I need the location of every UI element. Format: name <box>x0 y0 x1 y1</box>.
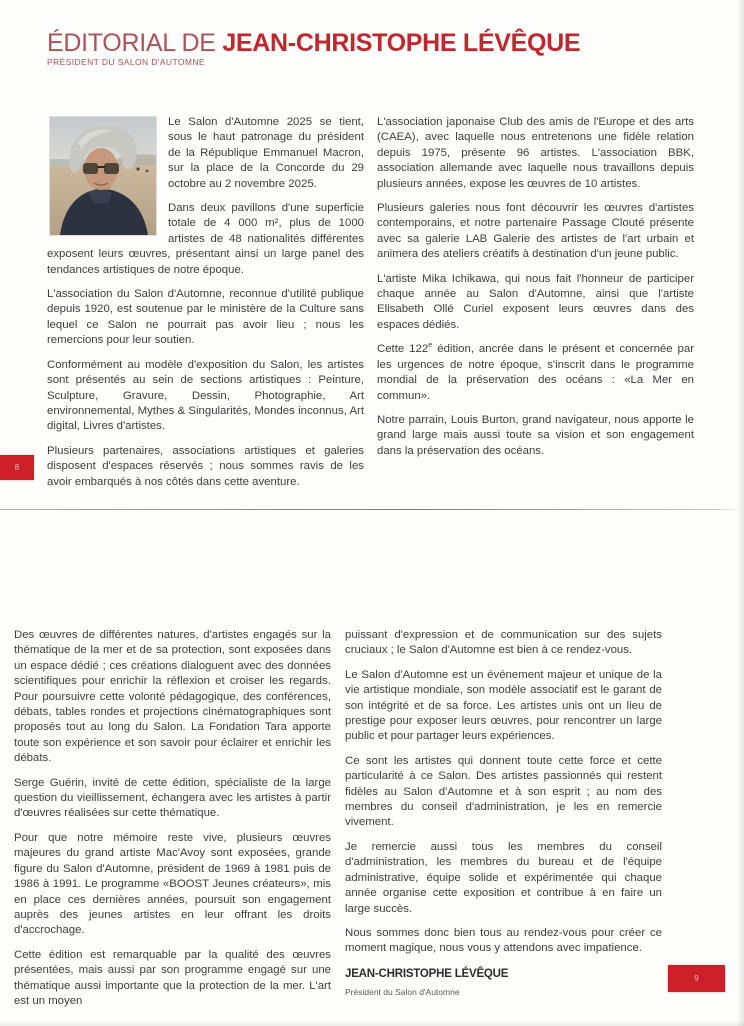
scan-edge-right <box>737 0 744 1026</box>
paragraph: Pour que notre mémoire reste vive, plusieurs œuvres majeures du grand artiste Mac'Avoy sont exposées, grande figure du Salon d'Automne, président de 1969 à 1981 puis de 1986 à 1991. Le programme «BOOST Jeunes créateurs», mis en place ces dernières années, poursuit son engagement auprès des jeunes artistes en leur offrant les droits d'accrochage. <box>14 831 331 937</box>
paragraph: puissant d'expression et de communication sur des sujets cruciaux ; le Salon d'Automne est bien à ce rendez-vous. <box>345 629 662 657</box>
signature-role: Président du Salon d'Automne <box>345 987 460 998</box>
title-author-name: JEAN-CHRISTOPHE LÉVÊQUE <box>222 29 581 57</box>
signature-block <box>345 967 662 1001</box>
column-bottom-left <box>14 628 331 1018</box>
paragraph: Cette édition est remarquable par la qualité des œuvres présentées, mais aussi par son programme engagé sur une thématique aussi importante que la protection de la mer. L'art est un moyen <box>14 948 331 1007</box>
paragraph: Des œuvres de différentes natures, d'artistes engagés sur la thématique de la mer et de sa protection, sont exposées dans un espace dédié ; ces créations dialoguent avec des données scientifiques pour enrichir la réflexion et croiser les regards. Pour poursuivre cette volonté pédagogique, des conférences, débats, tables rondes et projections cinématographiques sont proposés tout au long du Salon. La Fondation Tara apporte toute son expérience et son savoir pour éclairer et enrichir les débats. <box>14 629 331 765</box>
paragraph <box>377 342 694 404</box>
paragraph: Serge Guérin, invité de cette édition, spécialiste de la large question du vieillissement, échangera avec les artistes à partir d'œuvres réalisées sur cette thématique. <box>14 776 331 820</box>
edition-ordinal: e <box>428 340 433 350</box>
edition-text-post: édition, ancrée dans le présent et concernée par les urgences de notre époque, s'inscrit dans le programme mondial de la préservation des océans : «La Mer en commun». <box>377 343 694 402</box>
paragraph: L'artiste Mika Ichikawa, qui nous fait l'honneur de participer chaque année au Salon d'Automne, ainsi que l'artiste Elisabeth Ollé Curiel exposent leurs œuvres dans des espaces dédiés. <box>377 272 694 331</box>
paragraph: Le Salon d'Automne 2025 se tient, sous le haut patronage du président de la République Emmanuel Macron, sur la place de la Concorde du 29 octobre au 2 novembre 2025. <box>168 116 364 190</box>
edition-text-pre: Cette 122 <box>377 343 429 356</box>
page-number: 9 <box>694 974 699 983</box>
signature-name: JEAN-CHRISTOPHE LÉVÊQUE <box>345 967 509 980</box>
scan-seam-divider <box>0 509 744 510</box>
scan-edge-bottom <box>0 1021 744 1026</box>
paragraph: Plusieurs galeries nous font découvrir les œuvres d'artistes contemporains, et notre partenaire Passage Clouté présente avec sa galerie LAB Galerie des artistes de l'art urbain et animera des ateliers créatifs à destination d'un jeune public. <box>377 202 694 261</box>
page-number-tab-right <box>668 965 725 992</box>
header <box>47 30 580 67</box>
paragraph: Le Salon d'Automne est un événement majeur et unique de la vie artistique mondiale, son modèle associatif est le garant de son intégrité et de sa force. Les artistes unis ont un lieu de prestige pour exposer leurs œuvres, pour rencontrer un large public et pour partager leurs expériences. <box>345 668 662 743</box>
page-number: 8 <box>14 463 20 472</box>
paragraph: L'association du Salon d'Automne, reconnue d'utilité publique depuis 1920, est soutenue par le ministère de la Culture sans lequel ce Salon ne pourrait pas avoir lieu ; nous les remercions pour leur soutien. <box>47 288 364 347</box>
column-bottom-right <box>345 628 662 1001</box>
paragraph: Dans deux pavillons d'une superficie totale de 4 000 m², plus de 1000 artistes de 48 nationalités différentes exposent leurs œuvres, présentant ainsi un large panel des tendances artistiques de notre époque. <box>47 202 364 276</box>
paragraph: Notre parrain, Louis Burton, grand navigateur, nous apporte le grand large mais aussi toute sa vision et son engagement dans la préservation des océans. <box>377 413 694 457</box>
page-subtitle: PRÉSIDENT DU SALON D'AUTOMNE <box>47 57 205 67</box>
column-top-right <box>377 115 694 468</box>
paragraph: Plusieurs partenaires, associations artistiques et galeries disposent d'espaces réservés ; nous sommes ravis de les avoir embarqués à nos côtés dans cette aventure. <box>47 444 364 488</box>
beach-portrait-illustration <box>50 117 156 235</box>
paragraph: L'association japonaise Club des amis de l'Europe et des arts (CAEA), avec laquelle nous entretenons une fidèle relation depuis 1975, présente 96 artistes. L'association BBK, association allemande avec laquelle nous travaillons depuis plusieurs années, expose les œuvres de 10 artistes. <box>377 116 694 190</box>
portrait-photo <box>50 117 156 235</box>
paragraph: Conformément au modèle d'exposition du Salon, les artistes sont présentés au sein de sections artistiques : Peinture, Sculpture, Gravure, Dessin, Photographie, Art environnemental, Mythes & Singularités, Mondes inconnus, Art digital, Livres d'artistes. <box>47 358 364 433</box>
page-title <box>47 30 580 56</box>
paragraph: Je remercie aussi tous les membres du conseil d'administration, les membres du bureau et de l'équipe administrative, équipe solide et expérimentée qui chaque année organise cette exposition et contribue à en faire un large succès. <box>345 840 662 915</box>
paragraph: Nous sommes donc bien tous au rendez-vous pour créer ce moment magique, nous vous y attendons avec impatience. <box>345 926 662 955</box>
page-number-tab-left <box>0 455 34 480</box>
title-prefix: ÉDITORIAL DE <box>47 29 223 57</box>
paragraph: Ce sont les artistes qui donnent toute cette force et cette particularité à ce Salon. Des artistes passionnés qui restent fidèles au Salon d'Automne et à son esprit ; au nom des membres du conseil d'administration, je les en remercie vivement. <box>345 754 662 829</box>
column-top-left <box>47 115 364 499</box>
